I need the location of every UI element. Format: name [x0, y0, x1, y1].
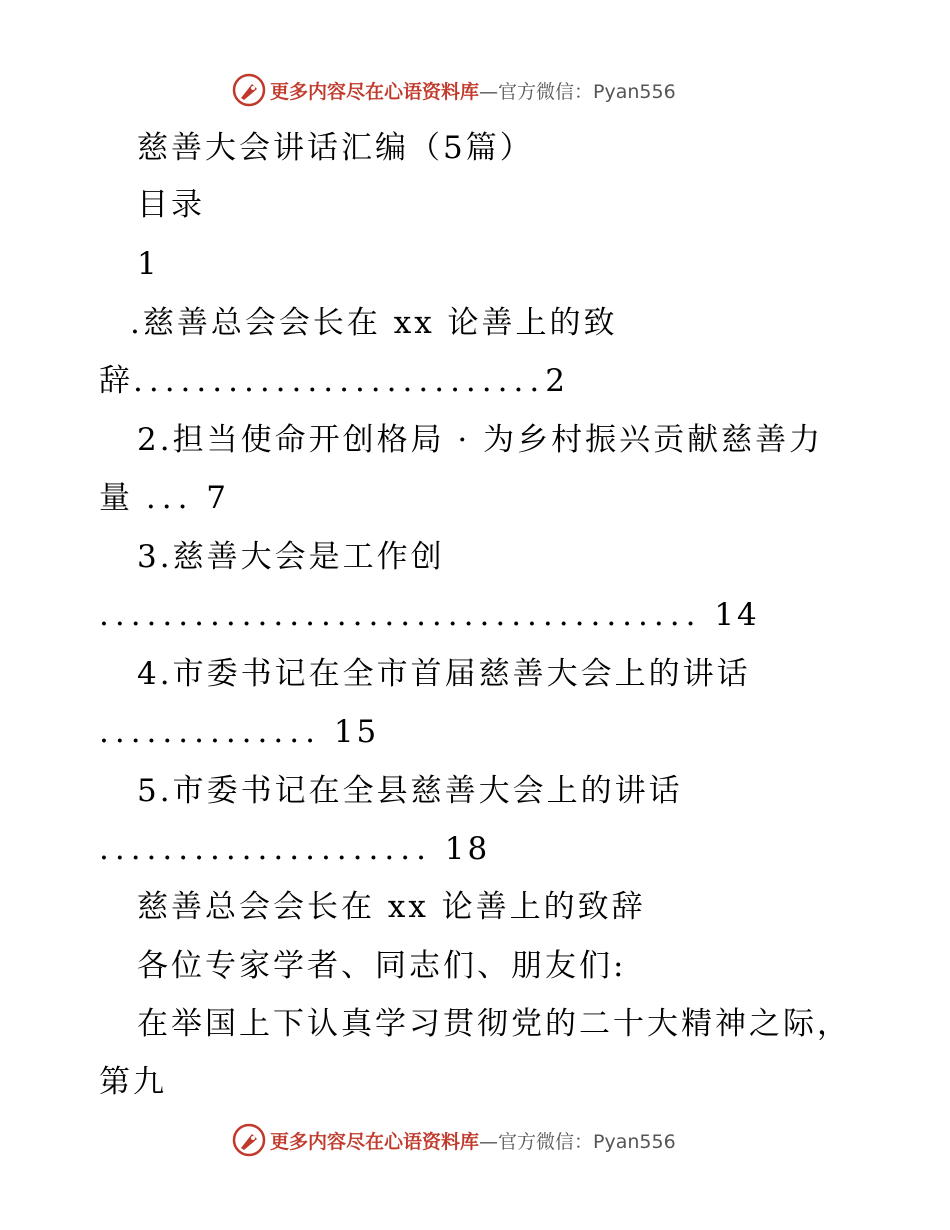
watermark-sub-text: —官方微信：Pyan556: [479, 1130, 676, 1153]
toc-item-2-continuation: [99, 478, 229, 518]
watermark-main-text: 更多内容尽在心语资料库: [270, 80, 480, 103]
toc-item-1-title: .慈善总会会长在 xx 论善上的致: [130, 305, 618, 341]
salutation: 各位专家学者、同志们、朋友们:: [137, 948, 627, 984]
toc-item-5-page: 18: [444, 831, 491, 867]
pen-nib-logo-icon: [232, 1123, 266, 1157]
toc-item-4-title: 4.市委书记在全市首届慈善大会上的讲话: [137, 656, 751, 692]
toc-item-1-page: 2: [545, 363, 568, 399]
toc-item-1-number: 1: [137, 246, 160, 282]
section-title: 慈善总会会长在 xx 论善上的致辞: [137, 889, 646, 925]
toc-item-5-title: 5.市委书记在全县慈善大会上的讲话: [137, 773, 683, 809]
footer-watermark: [232, 1122, 676, 1158]
toc-item-1-continuation: [99, 361, 568, 401]
toc-item-4-page: 15: [333, 714, 380, 750]
toc-item-3-title: 3.慈善大会是工作创: [137, 539, 445, 575]
toc-item-2-title: 2.担当使命开创格局 · 为乡村振兴贡献慈善力: [137, 422, 824, 458]
toc-item-4-leader: ..............: [99, 714, 321, 750]
toc-item-3-continuation: [99, 595, 760, 635]
toc-item-3-page: 14: [714, 597, 760, 633]
body-paragraph-line-2: 第九: [99, 1064, 167, 1100]
toc-item-5-continuation: [99, 829, 490, 869]
toc-item-4-continuation: [99, 712, 379, 752]
toc-item-2-leader: ...: [145, 480, 194, 516]
toc-item-2-title-end: 量: [99, 480, 133, 516]
toc-item-2-page: 7: [206, 480, 230, 516]
toc-item-3-leader: ......................................: [99, 597, 702, 633]
watermark-main-text: 更多内容尽在心语资料库: [270, 1130, 480, 1153]
toc-item-1-leader: ..........................: [133, 363, 546, 399]
toc-item-1-title-end: 辞: [99, 363, 133, 399]
watermark-sub-text: —官方微信：Pyan556: [479, 80, 676, 103]
toc-heading: 目录: [137, 187, 205, 223]
toc-item-5-leader: .....................: [99, 831, 432, 867]
pen-nib-logo-icon: [232, 73, 266, 107]
header-watermark: [232, 72, 676, 108]
document-title: 慈善大会讲话汇编（5篇）: [137, 130, 534, 166]
body-paragraph-line-1: 在举国上下认真学习贯彻党的二十大精神之际，: [137, 1006, 851, 1042]
